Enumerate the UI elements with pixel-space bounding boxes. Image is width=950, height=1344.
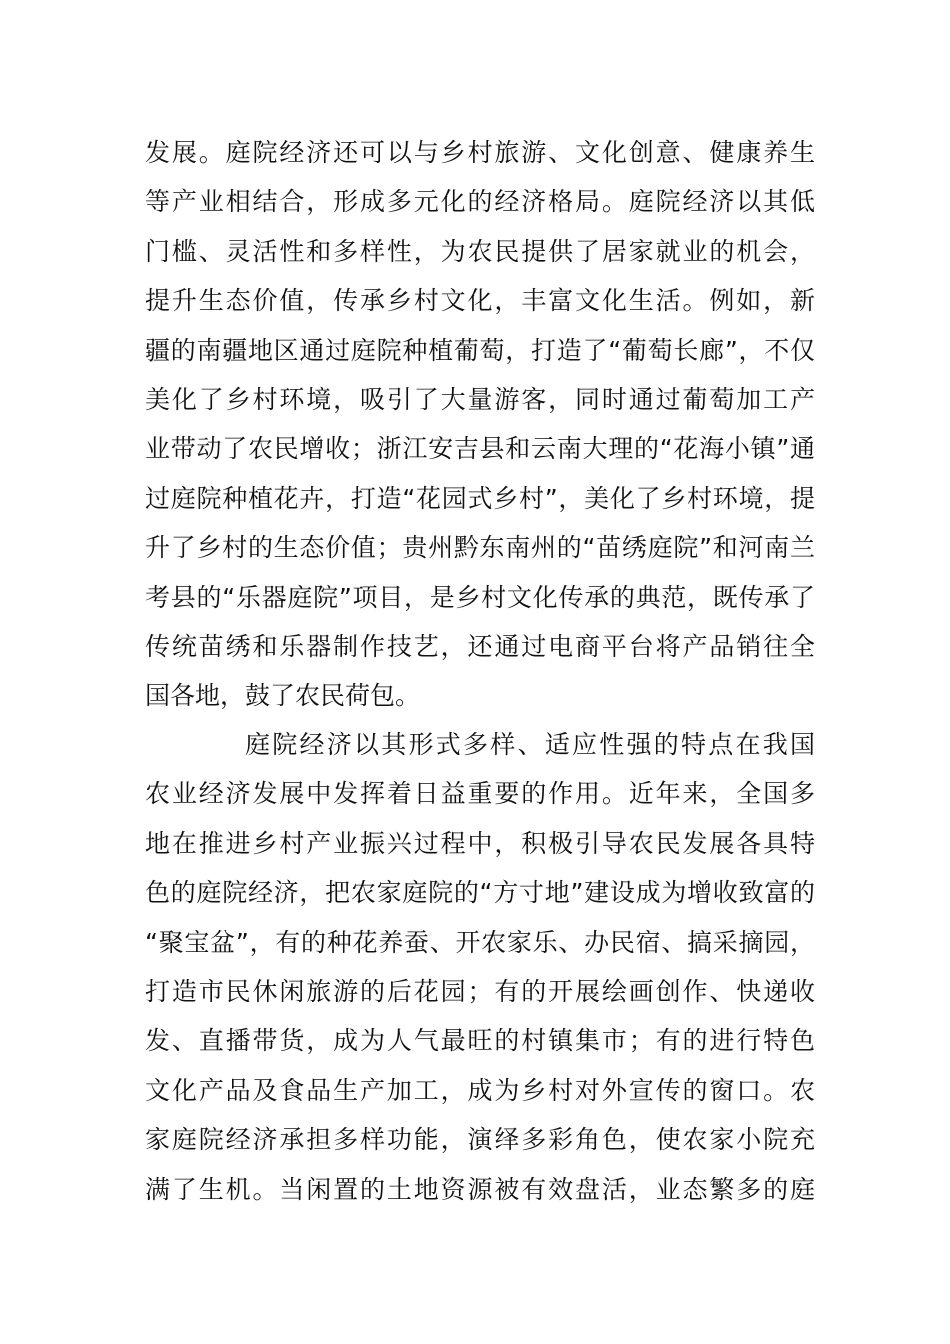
paragraph-1-line-3: 门槛、灵活性和多样性，为农民提供了居家就业的机会，: [145, 236, 815, 266]
paragraph-1: [145, 128, 815, 721]
paragraph-1-line-7: 业带动了农民增收；浙江安吉县和云南大理的“花海小镇”通: [145, 434, 815, 464]
paragraph-1-line-1: 发展。庭院经济还可以与乡村旅游、文化创意、健康养生: [145, 138, 815, 167]
paragraph-1-line-2: 等产业相结合，形成多元化的经济格局。庭院经济以其低: [145, 187, 815, 217]
paragraph-1-line-10: 考县的“乐器庭院”项目，是乡村文化传承的典范，既传承了: [145, 582, 815, 612]
paragraph-2-line-10: 满了生机。当闲置的土地资源被有效盘活，业态繁多的庭: [145, 1174, 815, 1204]
paragraph-1-line-8: 过庭院种植花卉，打造“花园式乡村”，美化了乡村环境，提: [145, 483, 815, 513]
paragraph-2-line-1: 庭院经济以其形式多样、适应性强的特点在我国: [245, 730, 815, 759]
paragraph-2-line-9: 家庭院经济承担多样功能，演绎多彩角色，使农家小院充: [145, 1125, 815, 1155]
paragraph-1-line-11: 传统苗绣和乐器制作技艺，还通过电商平台将产品销往全: [145, 631, 815, 661]
paragraph-1-line-4: 提升生态价值，传承乡村文化，丰富文化生活。例如，新: [145, 286, 815, 316]
paragraph-1-line-5: 疆的南疆地区通过庭院种植葡萄，打造了“葡萄长廊”，不仅: [145, 335, 815, 365]
paragraph-2-line-2: 农业经济发展中发挥着日益重要的作用。近年来，全国多: [145, 779, 815, 809]
paragraph-2-line-5: “聚宝盆”，有的种花养蚕、开农家乐、办民宿、搞采摘园，: [145, 927, 815, 957]
paragraph-1-line-6: 美化了乡村环境，吸引了大量游客，同时通过葡萄加工产: [145, 384, 815, 414]
paragraph-2-line-3: 地在推进乡村产业振兴过程中，积极引导农民发展各具特: [145, 828, 815, 858]
paragraph-2: [145, 720, 815, 1214]
paragraph-1-line-9: 升了乡村的生态价值；贵州黔东南州的“苗绣庭院”和河南兰: [145, 533, 815, 563]
paragraph-2-line-4: 色的庭院经济，把农家庭院的“方寸地”建设成为增收致富的: [145, 878, 815, 908]
paragraph-1-line-12: 国各地，鼓了农民荷包。: [145, 681, 421, 711]
paragraph-2-line-7: 发、直播带货，成为人气最旺的村镇集市；有的进行特色: [145, 1026, 815, 1056]
paragraph-2-line-6: 打造市民休闲旅游的后花园；有的开展绘画创作、快递收: [145, 976, 815, 1006]
paragraph-2-line-8: 文化产品及食品生产加工，成为乡村对外宣传的窗口。农: [145, 1075, 815, 1105]
